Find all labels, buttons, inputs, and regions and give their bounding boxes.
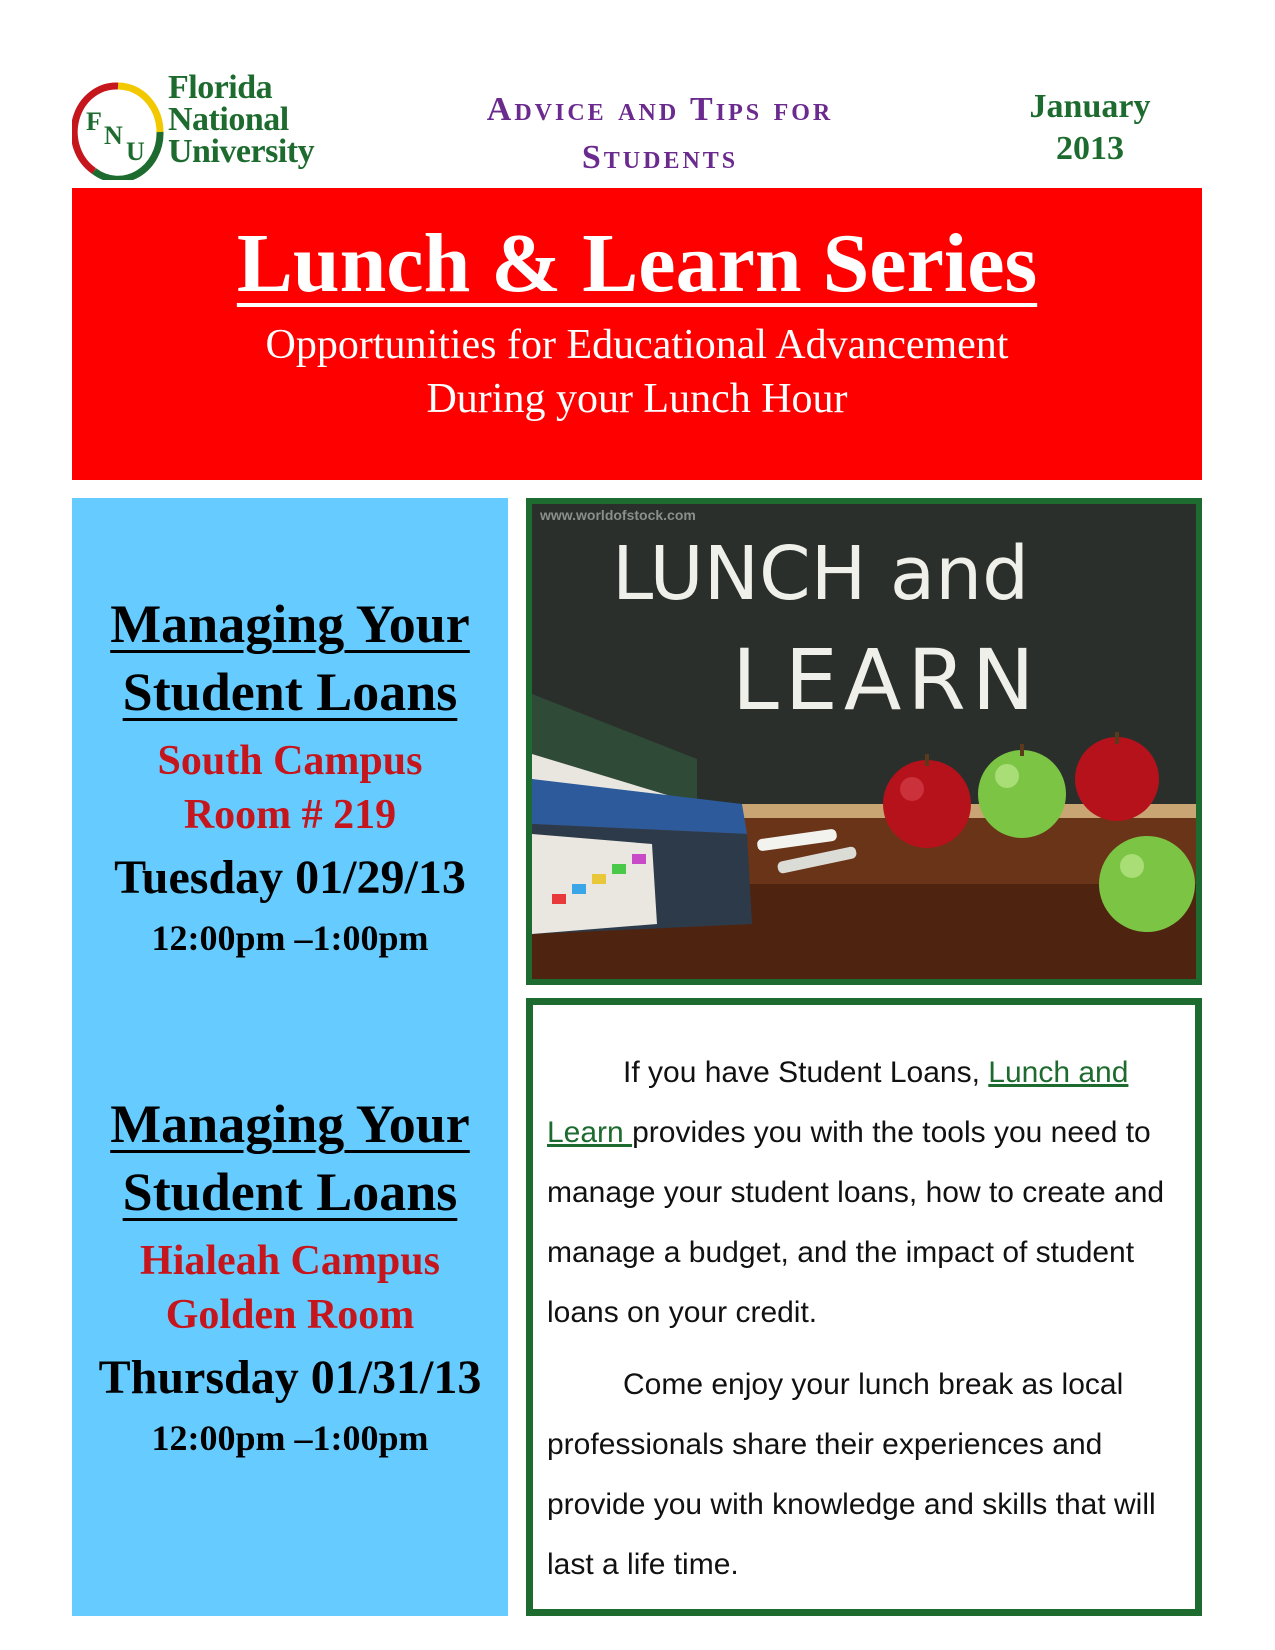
logo-wordmark	[168, 69, 315, 170]
fnu-monogram-icon	[72, 80, 164, 180]
event-title-line2: Student Loans	[122, 662, 458, 722]
banner-title-text: Lunch & Learn Series	[236, 217, 1038, 310]
svg-text:F: F	[86, 107, 102, 136]
chalkboard-illustration	[532, 504, 1196, 979]
lunch-and-learn-photo	[526, 498, 1202, 985]
event-location-line1: South Campus	[157, 738, 423, 784]
event-time: 12:00pm –1:00pm	[151, 918, 429, 958]
banner-subtitle	[72, 318, 1202, 426]
chalk-text-line1: LUNCH and	[612, 531, 1030, 617]
chalk-text-line2: LEARN	[732, 631, 1041, 729]
header-title-line1: Advice and Tips for	[486, 91, 834, 128]
logo-line-florida: Florida	[168, 69, 273, 106]
date-year: 2013	[1056, 130, 1124, 167]
fnu-logo	[72, 69, 342, 184]
event-location	[72, 1234, 508, 1342]
event-date: Tuesday 01/29/13	[114, 851, 466, 904]
event-date: Thursday 01/31/13	[98, 1351, 482, 1404]
banner-subtitle-line1: Opportunities for Educational Advancement	[265, 322, 1009, 368]
logo-line-university: University	[168, 133, 315, 170]
banner-subtitle-line2: During your Lunch Hour	[426, 376, 848, 422]
series-banner	[72, 188, 1202, 480]
event-title-line1: Managing Your	[110, 1094, 470, 1154]
svg-text:U: U	[126, 137, 145, 166]
event-location-line2: Room # 219	[183, 792, 397, 838]
logo-line-national: National	[168, 101, 289, 138]
photo-watermark: www.worldofstock.com	[540, 507, 696, 523]
event-title-line2: Student Loans	[122, 1162, 458, 1222]
description-box	[526, 998, 1202, 1616]
event-location-line1: Hialeah Campus	[140, 1238, 440, 1284]
event-title-line1: Managing Your	[110, 594, 470, 654]
banner-title	[72, 214, 1202, 314]
lunch-and-learn-link[interactable]: Lunch and Learn	[547, 1056, 1129, 1149]
newsletter-header-title	[400, 86, 920, 182]
event-location	[72, 734, 508, 842]
description-p1-before: If you have Student Loans,	[623, 1056, 989, 1089]
event-time: 12:00pm –1:00pm	[151, 1418, 429, 1458]
description-paragraph-1	[547, 1043, 1177, 1343]
date-month: January	[1029, 88, 1151, 125]
description-text	[547, 1043, 1177, 1607]
header-title-line2: Students	[581, 139, 739, 176]
newsletter-date	[1010, 86, 1170, 170]
event-location-line2: Golden Room	[165, 1292, 415, 1338]
description-paragraph-2: Come enjoy your lunch break as local professionals share their experiences and provide you with knowledge and skills that will last a life time.	[547, 1368, 1156, 1581]
svg-text:N: N	[104, 121, 123, 150]
event-card	[72, 1090, 508, 1466]
events-column	[72, 498, 508, 1616]
event-card	[72, 590, 508, 966]
description-p1-after: provides you with the tools you need to manage your student loans, how to create and manage a budget, and the impact of student loans on your credit.	[547, 1116, 1165, 1329]
